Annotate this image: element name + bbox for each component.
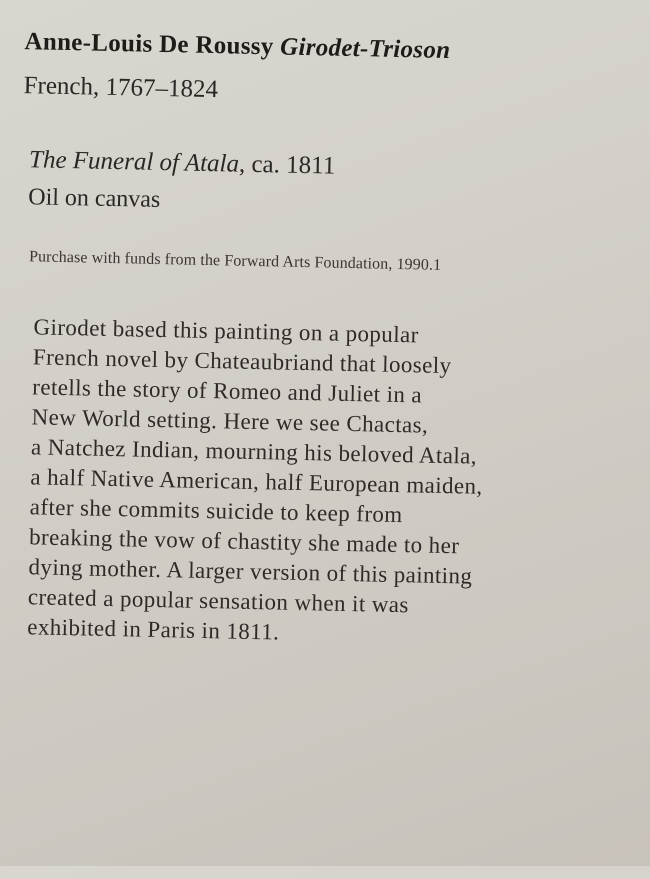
artist-name <box>24 28 450 65</box>
artist-name-first: Anne-Louis De Roussy <box>24 28 281 61</box>
artwork-title: The Funeral of Atala <box>28 146 240 178</box>
description-text <box>27 312 574 653</box>
artwork-date: , ca. 1811 <box>238 150 336 180</box>
credit-line: Purchase with funds from the Forward Arts Foundation, 1990.1 <box>28 248 442 274</box>
description-line: created a popular sensation when it was <box>27 584 410 618</box>
description-line: retells the story of Romeo and Juliet in a <box>32 374 423 408</box>
description-line: exhibited in Paris in 1811. <box>27 614 280 645</box>
description-line: after she commits suicide to keep from <box>29 494 403 528</box>
description-line: a Natchez Indian, mourning his beloved Atala, <box>30 434 478 469</box>
description-line: New World setting. Here we see Chactas, <box>31 404 429 438</box>
artwork-medium: Oil on canvas <box>28 184 161 213</box>
artist-name-surname: Girodet-Trioson <box>279 33 451 65</box>
description-line: Girodet based this painting on a popular <box>33 314 419 348</box>
description-line: French novel by Chateaubriand that loosely <box>32 344 452 379</box>
description-line: a half Native American, half European maiden, <box>30 464 483 499</box>
description-line: breaking the vow of chastity she made to her <box>28 524 460 559</box>
artist-nationality-dates: French, 1767–1824 <box>23 72 219 104</box>
artwork-title-line <box>29 146 336 180</box>
description-line: dying mother. A larger version of this painting <box>28 554 473 589</box>
